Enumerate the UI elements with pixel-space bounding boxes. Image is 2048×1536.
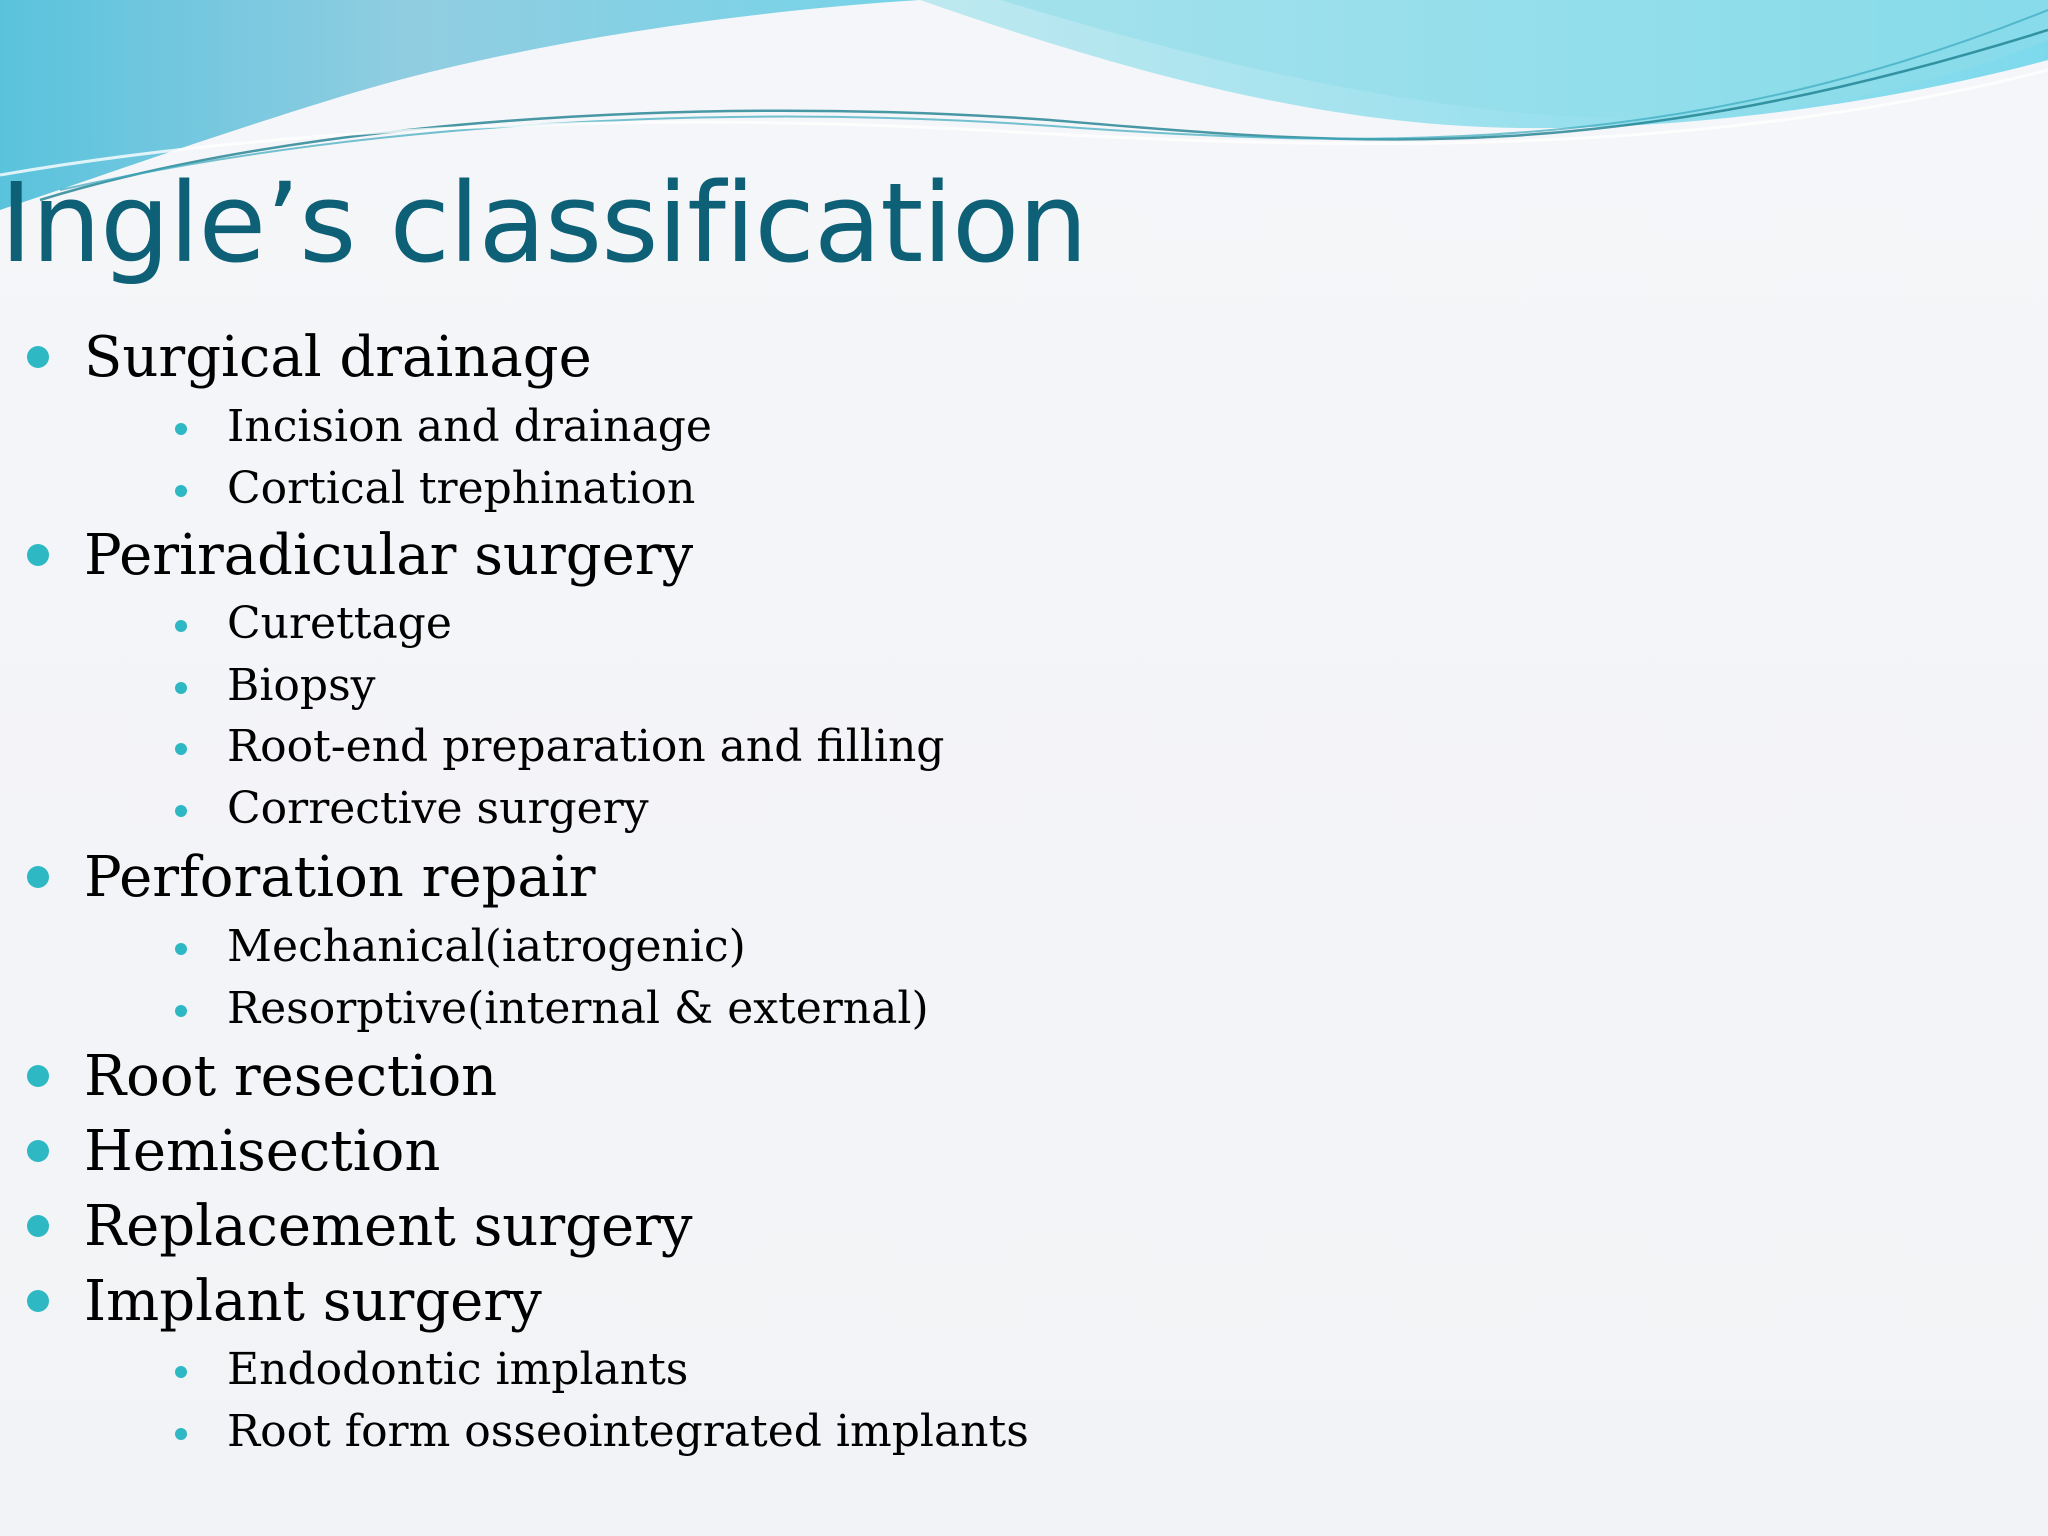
list-item-perforation-repair: Perforation repair [84, 845, 596, 910]
bullet-dot [27, 544, 49, 566]
sub-bullet-dot [175, 423, 187, 435]
sub-bullet-dot [175, 943, 187, 955]
bullet-dot [27, 346, 49, 368]
sub-bullet-dot [175, 620, 187, 632]
bullet-dot [27, 866, 49, 888]
list-subitem-cortical-trephination: Cortical trephination [227, 463, 696, 514]
sub-bullet-dot [175, 682, 187, 694]
bullet-dot [27, 1140, 49, 1162]
slide-title: Ingle’s classification [0, 159, 1087, 287]
list-subitem-curettage: Curettage [227, 598, 452, 649]
list-item-replacement-surgery: Replacement surgery [84, 1194, 693, 1259]
list-subitem-mechanical: Mechanical(iatrogenic) [227, 921, 746, 972]
list-item-implant-surgery: Implant surgery [84, 1269, 542, 1334]
list-subitem-endodontic-implants: Endodontic implants [227, 1344, 689, 1395]
list-item-periradicular-surgery: Periradicular surgery [84, 523, 694, 588]
bullet-dot [27, 1215, 49, 1237]
list-subitem-resorptive: Resorptive(internal & external) [227, 983, 929, 1034]
sub-bullet-dot [175, 1366, 187, 1378]
bullet-dot [27, 1065, 49, 1087]
sub-bullet-dot [175, 805, 187, 817]
list-item-hemisection: Hemisection [84, 1119, 441, 1184]
list-subitem-root-form-implants: Root form osseointegrated implants [227, 1406, 1029, 1457]
list-subitem-biopsy: Biopsy [227, 660, 376, 711]
sub-bullet-dot [175, 485, 187, 497]
list-item-root-resection: Root resection [84, 1044, 498, 1109]
list-item-surgical-drainage: Surgical drainage [84, 325, 592, 390]
list-subitem-corrective-surgery: Corrective surgery [227, 783, 649, 834]
list-subitem-root-end-preparation: Root-end preparation and filling [227, 721, 945, 772]
sub-bullet-dot [175, 743, 187, 755]
bullet-dot [27, 1290, 49, 1312]
sub-bullet-dot [175, 1428, 187, 1440]
list-subitem-incision-and-drainage: Incision and drainage [227, 401, 712, 452]
sub-bullet-dot [175, 1005, 187, 1017]
